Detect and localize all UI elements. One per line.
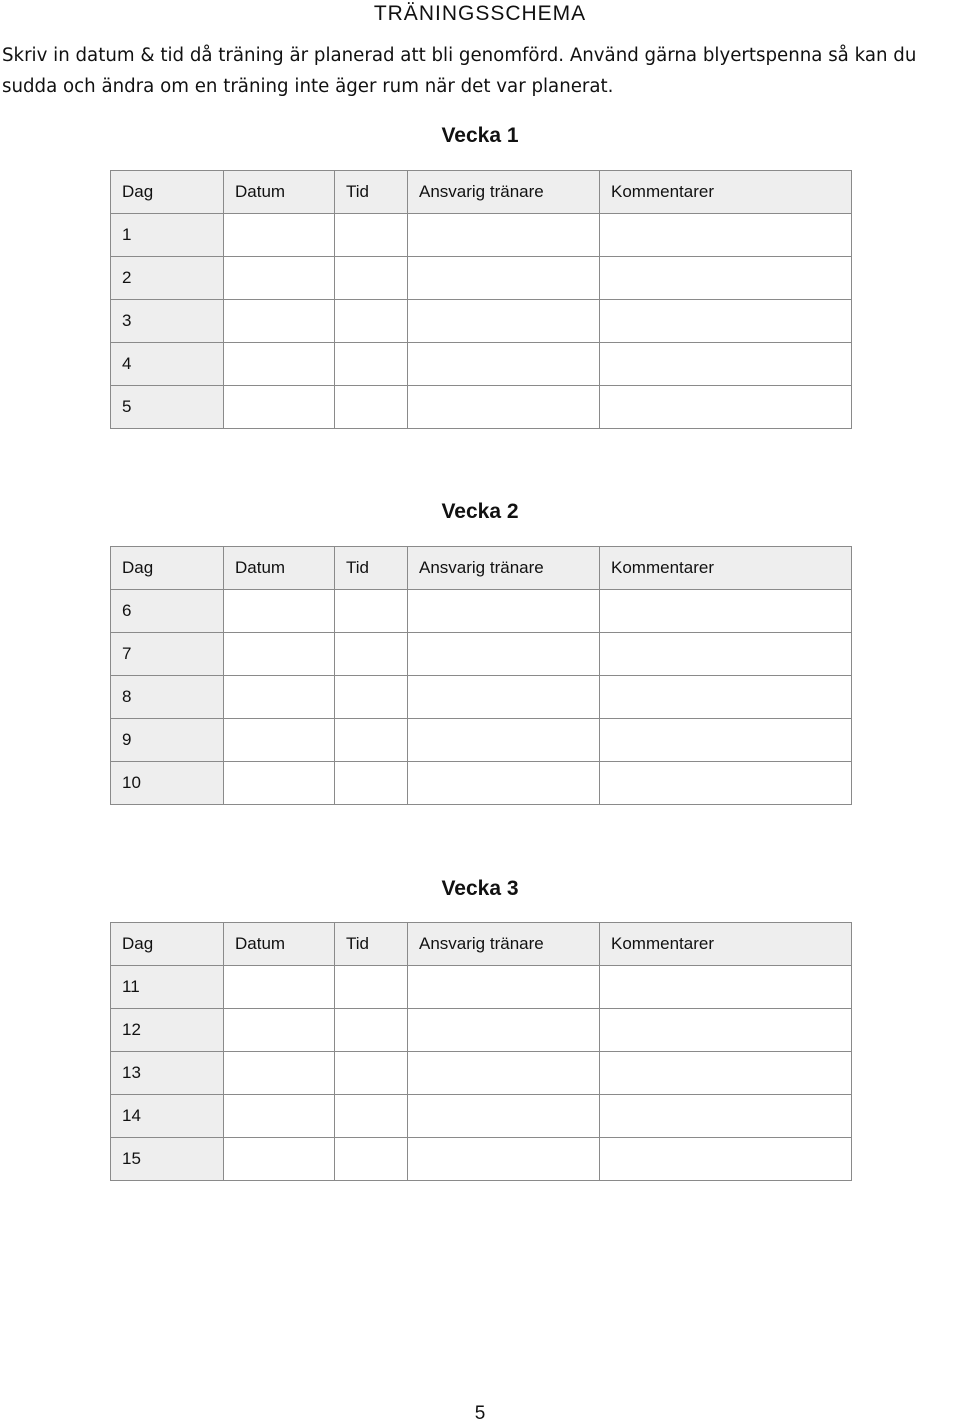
datum-cell[interactable] (224, 1095, 335, 1138)
page-number: 5 (474, 1403, 486, 1424)
day-cell: 1 (111, 214, 224, 257)
header-dag: Dag (111, 171, 224, 214)
day-cell: 4 (111, 343, 224, 386)
header-datum: Datum (224, 171, 335, 214)
day-cell: 15 (111, 1138, 224, 1181)
day-cell: 13 (111, 1052, 224, 1095)
tid-cell[interactable] (335, 1052, 408, 1095)
ansvarig-cell[interactable] (408, 1009, 600, 1052)
header-datum: Datum (224, 547, 335, 590)
ansvarig-cell[interactable] (408, 762, 600, 805)
tid-cell[interactable] (335, 762, 408, 805)
kommentarer-cell[interactable] (600, 1095, 852, 1138)
tid-cell[interactable] (335, 257, 408, 300)
header-kommentarer: Kommentarer (600, 171, 852, 214)
kommentarer-cell[interactable] (600, 719, 852, 762)
table-header-row (111, 923, 852, 966)
kommentarer-cell[interactable] (600, 966, 852, 1009)
week-2-table (110, 546, 852, 805)
week-1-table (110, 170, 852, 429)
day-cell: 11 (111, 966, 224, 1009)
datum-cell[interactable] (224, 1009, 335, 1052)
ansvarig-cell[interactable] (408, 633, 600, 676)
table-row (111, 343, 852, 386)
table-row (111, 1052, 852, 1095)
ansvarig-cell[interactable] (408, 966, 600, 1009)
ansvarig-cell[interactable] (408, 676, 600, 719)
day-cell: 5 (111, 386, 224, 429)
header-dag: Dag (111, 547, 224, 590)
instructions (2, 40, 958, 102)
table-row (111, 214, 852, 257)
ansvarig-cell[interactable] (408, 300, 600, 343)
table-row (111, 1138, 852, 1181)
week-3-table (110, 922, 852, 1181)
ansvarig-cell[interactable] (408, 386, 600, 429)
ansvarig-cell[interactable] (408, 343, 600, 386)
datum-cell[interactable] (224, 676, 335, 719)
table-row (111, 1009, 852, 1052)
datum-cell[interactable] (224, 1052, 335, 1095)
tid-cell[interactable] (335, 590, 408, 633)
datum-cell[interactable] (224, 343, 335, 386)
instructions-line-1: Skriv in datum & tid då träning är planerad att bli genomförd. Använd gärna blyertspenna så kan du (2, 45, 917, 66)
datum-cell[interactable] (224, 257, 335, 300)
table-row (111, 719, 852, 762)
kommentarer-cell[interactable] (600, 1009, 852, 1052)
kommentarer-cell[interactable] (600, 343, 852, 386)
datum-cell[interactable] (224, 966, 335, 1009)
datum-cell[interactable] (224, 300, 335, 343)
kommentarer-cell[interactable] (600, 676, 852, 719)
ansvarig-cell[interactable] (408, 1052, 600, 1095)
day-cell: 7 (111, 633, 224, 676)
day-cell: 6 (111, 590, 224, 633)
datum-cell[interactable] (224, 1138, 335, 1181)
kommentarer-cell[interactable] (600, 633, 852, 676)
header-ansvarig: Ansvarig tränare (408, 923, 600, 966)
day-cell: 14 (111, 1095, 224, 1138)
tid-cell[interactable] (335, 633, 408, 676)
instructions-line-2: sudda och ändra om en träning inte äger rum när det var planerat. (2, 76, 614, 97)
kommentarer-cell[interactable] (600, 762, 852, 805)
header-kommentarer: Kommentarer (600, 923, 852, 966)
datum-cell[interactable] (224, 762, 335, 805)
datum-cell[interactable] (224, 386, 335, 429)
table-row (111, 762, 852, 805)
header-tid: Tid (335, 171, 408, 214)
kommentarer-cell[interactable] (600, 1138, 852, 1181)
tid-cell[interactable] (335, 300, 408, 343)
ansvarig-cell[interactable] (408, 719, 600, 762)
week-3-title: Vecka 3 (441, 877, 519, 900)
datum-cell[interactable] (224, 719, 335, 762)
header-tid: Tid (335, 923, 408, 966)
tid-cell[interactable] (335, 676, 408, 719)
kommentarer-cell[interactable] (600, 214, 852, 257)
ansvarig-cell[interactable] (408, 257, 600, 300)
table-row (111, 676, 852, 719)
table-row (111, 1095, 852, 1138)
table-row (111, 386, 852, 429)
table-row (111, 966, 852, 1009)
tid-cell[interactable] (335, 719, 408, 762)
kommentarer-cell[interactable] (600, 257, 852, 300)
kommentarer-cell[interactable] (600, 1052, 852, 1095)
kommentarer-cell[interactable] (600, 300, 852, 343)
tid-cell[interactable] (335, 966, 408, 1009)
kommentarer-cell[interactable] (600, 590, 852, 633)
tid-cell[interactable] (335, 1138, 408, 1181)
ansvarig-cell[interactable] (408, 590, 600, 633)
datum-cell[interactable] (224, 633, 335, 676)
week-1-title: Vecka 1 (441, 124, 519, 147)
day-cell: 8 (111, 676, 224, 719)
header-tid: Tid (335, 547, 408, 590)
table-row (111, 633, 852, 676)
day-cell: 2 (111, 257, 224, 300)
tid-cell[interactable] (335, 386, 408, 429)
kommentarer-cell[interactable] (600, 386, 852, 429)
tid-cell[interactable] (335, 343, 408, 386)
header-kommentarer: Kommentarer (600, 547, 852, 590)
day-cell: 3 (111, 300, 224, 343)
table-row (111, 257, 852, 300)
table-header-row (111, 171, 852, 214)
day-cell: 12 (111, 1009, 224, 1052)
table-header-row (111, 547, 852, 590)
header-dag: Dag (111, 923, 224, 966)
table-row (111, 300, 852, 343)
table-row (111, 590, 852, 633)
page-title: TRÄNINGSSCHEMA (373, 2, 587, 25)
week-2-title: Vecka 2 (441, 500, 519, 523)
header-ansvarig: Ansvarig tränare (408, 547, 600, 590)
datum-cell[interactable] (224, 214, 335, 257)
tid-cell[interactable] (335, 214, 408, 257)
datum-cell[interactable] (224, 590, 335, 633)
day-cell: 9 (111, 719, 224, 762)
header-datum: Datum (224, 923, 335, 966)
ansvarig-cell[interactable] (408, 214, 600, 257)
tid-cell[interactable] (335, 1095, 408, 1138)
day-cell: 10 (111, 762, 224, 805)
tid-cell[interactable] (335, 1009, 408, 1052)
header-ansvarig: Ansvarig tränare (408, 171, 600, 214)
ansvarig-cell[interactable] (408, 1095, 600, 1138)
ansvarig-cell[interactable] (408, 1138, 600, 1181)
